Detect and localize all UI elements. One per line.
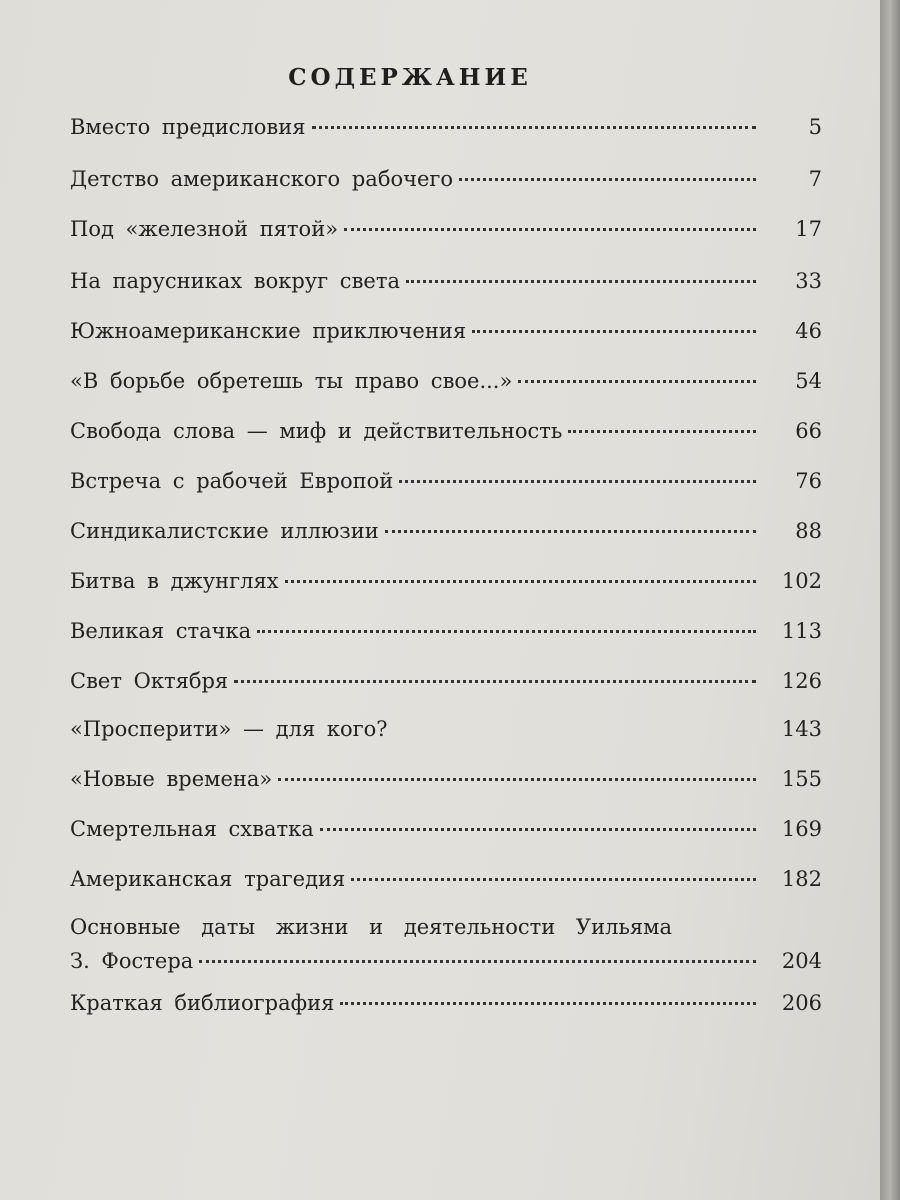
toc-entry-title: Свет Октября	[70, 669, 229, 693]
toc-entry-title: «Новые времена»	[70, 767, 273, 791]
dot-leader	[518, 380, 756, 383]
toc-entry	[70, 564, 822, 598]
dot-leader	[399, 480, 756, 483]
toc-entry	[70, 986, 822, 1020]
dot-leader	[285, 580, 756, 583]
toc-entry-title: Краткая библиография	[70, 991, 335, 1015]
toc-entry-page: 206	[781, 991, 822, 1015]
toc-entry-page: 76	[795, 469, 822, 493]
toc-entry-page: 17	[795, 217, 822, 241]
toc-entry	[70, 812, 822, 846]
dot-leader	[278, 778, 756, 781]
toc-entry-page: 113	[781, 619, 822, 643]
toc-entry-title: Вместо предисловия	[70, 115, 306, 139]
toc-entry	[70, 314, 822, 348]
toc-entry-title: На парусниках вокруг света	[70, 269, 400, 293]
toc-entry-title-line1: Основные даты жизни и деятельности Уильяма	[70, 915, 672, 939]
dot-leader	[344, 228, 756, 231]
toc-entry-title: Под «железной пятой»	[70, 217, 339, 241]
toc-entry-page: 7	[808, 167, 822, 191]
toc-heading: СОДЕРЖАНИЕ	[288, 64, 532, 91]
toc-entry-page: 66	[795, 419, 822, 443]
dot-leader	[257, 630, 756, 633]
toc-entry	[70, 464, 822, 498]
dot-leader	[320, 828, 756, 831]
toc-entry-page: 143	[781, 717, 822, 741]
dot-leader	[406, 280, 756, 283]
dot-leader	[234, 680, 756, 683]
toc-entry	[70, 364, 822, 398]
toc-entry-page: 169	[781, 817, 822, 841]
toc-entry-page: 155	[781, 767, 822, 791]
toc-entry	[70, 712, 822, 746]
toc-entry-title: Свобода слова — миф и действительность	[70, 419, 563, 443]
toc-entry-page: 204	[781, 949, 822, 973]
toc-entry-page: 88	[795, 519, 822, 543]
dot-leader	[459, 178, 756, 181]
dot-leader	[472, 330, 756, 333]
toc-entry	[70, 414, 822, 448]
toc-entry-title: Американская трагедия	[70, 867, 346, 891]
dot-leader	[351, 878, 756, 881]
toc-entry	[70, 110, 822, 144]
toc-entry-page: 5	[808, 115, 822, 139]
toc-entry-title: Битва в джунглях	[70, 569, 279, 593]
toc-entry-title: «Просперити» — для кого?	[70, 717, 388, 741]
toc-entry	[70, 762, 822, 796]
dot-leader	[385, 530, 756, 533]
toc-entry	[70, 862, 822, 896]
dot-leader	[199, 960, 756, 963]
toc-entry-page: 46	[795, 319, 822, 343]
toc-entry-page: 33	[795, 269, 822, 293]
toc-entry	[70, 212, 822, 246]
dot-leader	[568, 430, 756, 433]
toc-entry-title: Южноамериканские приключения	[70, 319, 467, 343]
toc-entry-page: 126	[781, 669, 822, 693]
toc-entry-title: Смертельная схватка	[70, 817, 314, 841]
toc-entry-title-line2: З. Фостера	[70, 949, 194, 973]
toc-entry	[70, 264, 822, 298]
toc-entry	[70, 514, 822, 548]
toc-entry-multiline	[70, 910, 822, 974]
toc-entry	[70, 664, 822, 698]
page-edge	[880, 0, 900, 1200]
toc-entry-page: 54	[795, 369, 822, 393]
toc-entry-title: Встреча с рабочей Европой	[70, 469, 394, 493]
toc-entry	[70, 614, 822, 648]
toc-entry-title: «В борьбе обретешь ты право свое...»	[70, 369, 513, 393]
toc-entry-page: 182	[781, 867, 822, 891]
toc-entry-page: 102	[781, 569, 822, 593]
toc-entry-title: Великая стачка	[70, 619, 252, 643]
dot-leader	[340, 1002, 756, 1005]
dot-leader	[312, 126, 757, 129]
toc-entry-title: Синдикалистские иллюзии	[70, 519, 379, 543]
toc-entry-title: Детство американского рабочего	[70, 167, 454, 191]
toc-entry	[70, 162, 822, 196]
